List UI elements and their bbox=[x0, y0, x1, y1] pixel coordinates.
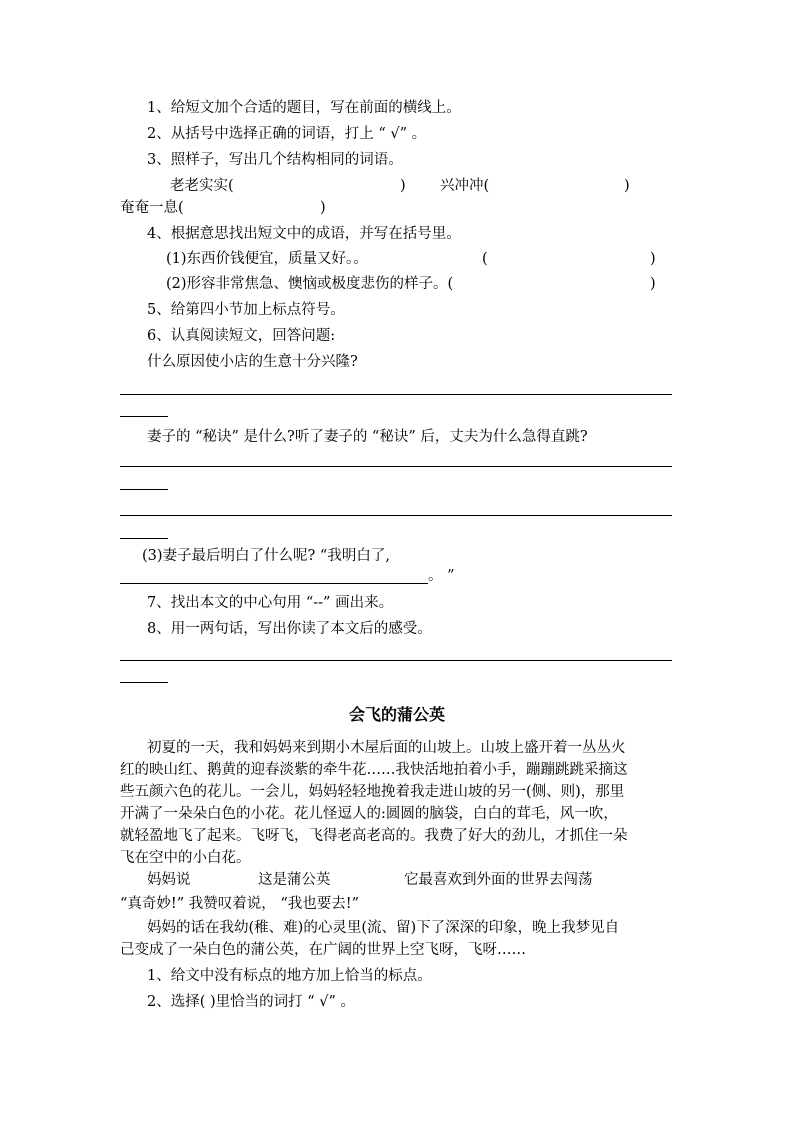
q4-item-1-open: ( bbox=[482, 251, 488, 267]
q3-close-2: ) bbox=[624, 178, 630, 194]
q3-close-1: ) bbox=[400, 178, 406, 194]
q6-sub-a: 什么原因使小店的生意十分兴隆? bbox=[147, 354, 358, 370]
q3-close-3: ) bbox=[320, 200, 326, 216]
q4-item-1: (1)东西价钱便宜，质量又好。。 bbox=[166, 251, 368, 267]
q4-item-2-close: ) bbox=[650, 276, 656, 292]
q4-item-2: (2)形容非常焦急、懊恼或极度悲伤的样子。( bbox=[166, 276, 454, 292]
answer-line[interactable] bbox=[120, 583, 428, 584]
answer-line[interactable] bbox=[120, 466, 672, 467]
q3-word-3: 奄奄一息( bbox=[120, 200, 184, 216]
passage-line: 己变成了一朵白色的蒲公英，在广阔的世界上空飞呀，飞呀…… bbox=[120, 942, 526, 958]
answer-line[interactable] bbox=[120, 416, 168, 417]
q3-word-2: 兴冲冲( bbox=[440, 178, 490, 194]
question-7: 7、找出本文的中心句用 “--” 画出来。 bbox=[147, 595, 394, 611]
q6-sub-b: 妻子的 “秘诀” 是什么?听了妻子的 “秘诀” 后，丈夫为什么急得直跳? bbox=[147, 429, 588, 445]
question-8: 8、用一两句话，写出你读了本文后的感受。 bbox=[147, 621, 432, 637]
passage-line: 飞在空中的小白花。 bbox=[120, 850, 251, 866]
q6-sub-c: (3)妻子最后明白了什么呢? “我明白了, bbox=[142, 548, 390, 564]
passage-line: 初夏的一天，我和妈妈来到期小木屋后面的山坡上。山坡上盛开着一丛丛火 bbox=[147, 740, 626, 756]
question-6: 6、认真阅读短文，回答问题: bbox=[147, 328, 336, 344]
q6-sub-c-end: 。 ” bbox=[428, 568, 455, 584]
passage-fragment: 它最喜欢到外面的世界去闯荡 bbox=[404, 872, 593, 888]
answer-line[interactable] bbox=[120, 538, 168, 539]
passage-line: 就轻盈地飞了起来。飞呀飞，飞得老高老高的。我费了好大的劲儿，才抓住一朵 bbox=[120, 828, 628, 844]
passage-question-1: 1、给文中没有标点的地方加上恰当的标点。 bbox=[147, 968, 432, 984]
answer-line[interactable] bbox=[120, 660, 672, 661]
passage-line: 红的映山红、鹅黄的迎春淡紫的牵牛花……我快活地拍着小手，蹦蹦跳跳采摘这 bbox=[120, 762, 628, 778]
question-2: 2、从括号中选择正确的词语，打上 “ √” 。 bbox=[147, 126, 427, 142]
passage-line: 开满了一朵朵白色的小花。花儿怪逗人的:圆圆的脑袋，白白的茸毛，风一吹， bbox=[120, 806, 618, 822]
passage-line: 些五颜六色的花儿。一会儿，妈妈轻轻地挽着我走进山坡的另一(侧、则)，那里 bbox=[120, 784, 625, 800]
question-1: 1、给短文加个合适的题目，写在前面的横线上。 bbox=[147, 100, 461, 116]
question-3: 3、照样子，写出几个结构相同的词语。 bbox=[147, 152, 403, 168]
passage-fragment: 妈妈说 bbox=[147, 872, 191, 888]
answer-line[interactable] bbox=[120, 394, 672, 395]
answer-line[interactable] bbox=[120, 489, 168, 490]
passage-line: “真奇妙!” 我赞叹着说， “我也要去!” bbox=[120, 896, 360, 912]
answer-line[interactable] bbox=[120, 515, 672, 516]
question-5: 5、给第四小节加上标点符号。 bbox=[147, 302, 345, 318]
question-4: 4、根据意思找出短文中的成语，并写在括号里。 bbox=[147, 226, 461, 242]
q4-item-1-close: ) bbox=[650, 251, 656, 267]
passage-line: 妈妈的话在我幼(稚、难)的心灵里(流、留)下了深深的印象，晚上我梦见自 bbox=[147, 920, 620, 936]
q3-word-1: 老老实实( bbox=[170, 178, 234, 194]
passage-question-2: 2、选择( )里恰当的词打 “ √” 。 bbox=[147, 994, 356, 1010]
passage-title: 会飞的蒲公英 bbox=[348, 705, 445, 724]
passage-fragment: 这是蒲公英 bbox=[258, 872, 331, 888]
answer-line[interactable] bbox=[120, 682, 168, 683]
